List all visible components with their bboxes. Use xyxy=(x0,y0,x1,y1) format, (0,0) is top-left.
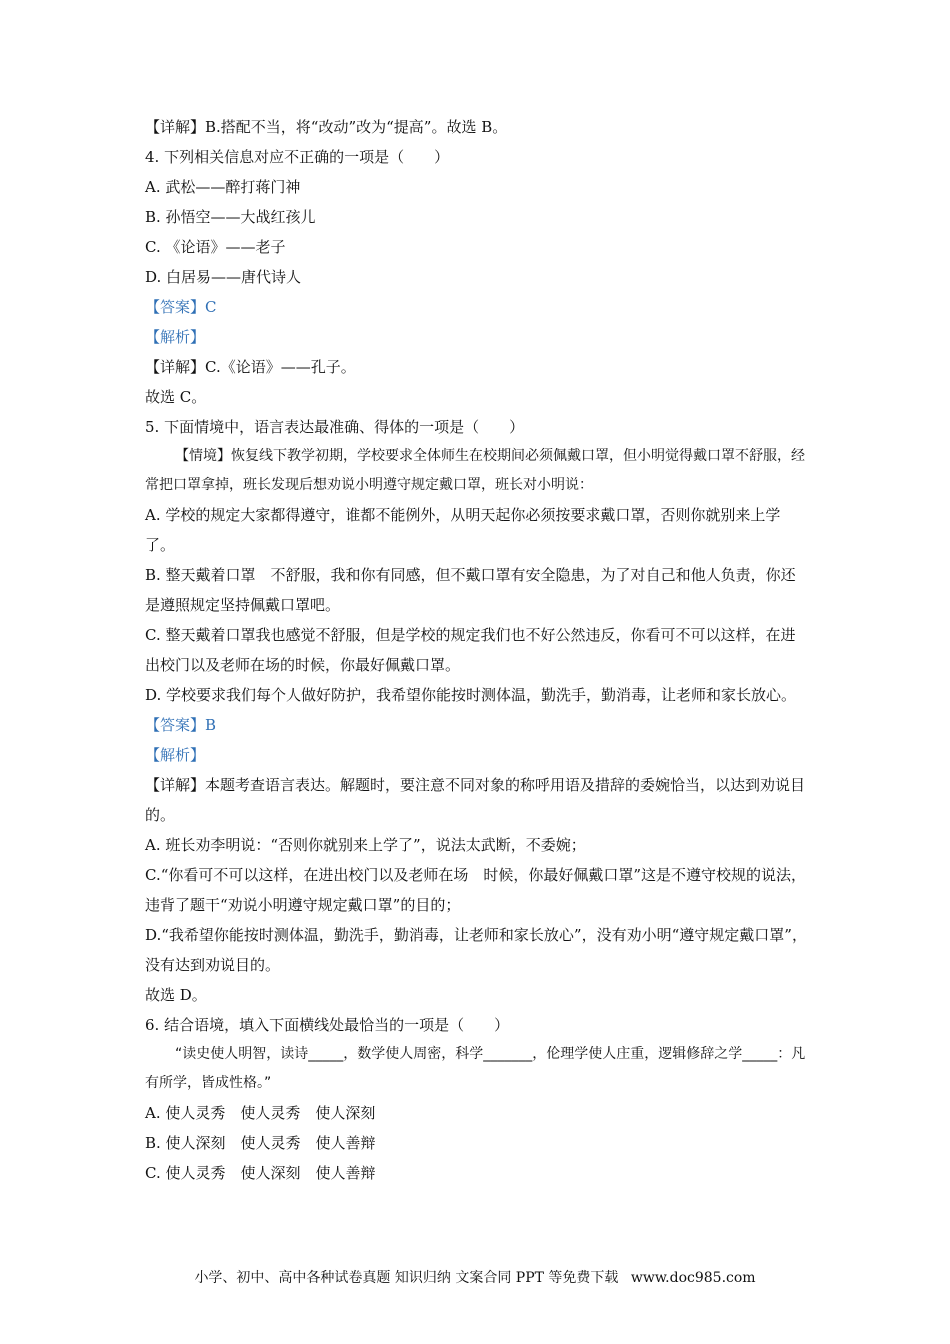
question-4-option-b: B. 孙悟空——大战红孩儿 xyxy=(145,208,316,226)
question-4-option-a: A. 武松——醉打蒋门神 xyxy=(145,178,301,196)
footer-site-link[interactable]: www.doc985.com xyxy=(630,1270,756,1286)
question-6-context: “读史使人明智，读诗_____，数学使人周密，科学_______，伦理学使人庄重，逻辑修辞之学_____：凡有所学，皆成性格。” xyxy=(145,1046,806,1091)
question-4-explanation: 【详解】C.《论语》——孔子。 xyxy=(145,358,356,376)
question-5-option-d: D. 学校要求我们每个人做好防护，我希望你能按时测体温，勤洗手，勤消毒，让老师和家长放心。 xyxy=(145,686,797,704)
question-5-analysis-label: 【解析】 xyxy=(145,746,206,764)
footer-text: 小学、初中、高中各种试卷真题 知识归纳 文案合同 PPT 等免费下载 xyxy=(194,1270,619,1286)
question-4-stem: 4. 下列相关信息对应不正确的一项是（ ） xyxy=(145,148,450,166)
question-5-answer: 【答案】B xyxy=(145,716,217,734)
question-5-explain-c: C.“你看可不可以这样，在进出校门以及老师在场 时候，你最好佩戴口罩”这是不遵守校规的说法，违背了题干“劝说小明遵守规定戴口罩”的目的； xyxy=(145,866,807,914)
question-5-option-a: A. 学校的规定大家都得遵守，谁都不能例外，从明天起你必须按要求戴口罩，否则你就别来上学了。 xyxy=(145,506,781,554)
question-6-option-a: A. 使人灵秀 使人灵秀 使人深刻 xyxy=(145,1104,376,1122)
page-footer xyxy=(0,1267,950,1287)
question-6-stem: 6. 结合语境，填入下面横线处最恰当的一项是（ ） xyxy=(145,1016,510,1034)
question-4-choice: 故选 C。 xyxy=(145,388,207,406)
question-5-context: 【情境】恢复线下教学初期，学校要求全体师生在校期间必须佩戴口罩，但小明觉得戴口罩不舒服，经常把口罩拿掉，班长发现后想劝说小明遵守规定戴口罩，班长对小明说： xyxy=(145,448,805,493)
document-body xyxy=(145,112,810,1188)
question-5-explanation: 【详解】本题考查语言表达。解题时，要注意不同对象的称呼用语及措辞的委婉恰当，以达到劝说目的。 xyxy=(145,776,806,824)
explanation-line: 【详解】B.搭配不当，将“改动”改为“提高”。故选 B。 xyxy=(145,118,508,136)
question-5-option-b: B. 整天戴着口罩 不舒服，我和你有同感，但不戴口罩有安全隐患，为了对自己和他人负责，你还是遵照规定坚持佩戴口罩吧。 xyxy=(145,566,796,614)
question-5-explain-a: A. 班长劝李明说：“否则你就别来上学了”，说法太武断，不委婉； xyxy=(145,836,586,854)
question-6-option-c: C. 使人灵秀 使人深刻 使人善辩 xyxy=(145,1164,376,1182)
question-4-answer: 【答案】C xyxy=(145,298,217,316)
question-5-explain-d: D.“我希望你能按时测体温，勤洗手，勤消毒，让老师和家长放心”，没有劝小明“遵守规定戴口罩”，没有达到劝说目的。 xyxy=(145,926,807,974)
question-5-choice: 故选 D。 xyxy=(145,986,207,1004)
question-5-stem: 5. 下面情境中，语言表达最准确、得体的一项是（ ） xyxy=(145,418,525,436)
question-4-option-d: D. 白居易——唐代诗人 xyxy=(145,268,302,286)
question-4-option-c: C. 《论语》——老子 xyxy=(145,238,286,256)
question-6-option-b: B. 使人深刻 使人灵秀 使人善辩 xyxy=(145,1134,376,1152)
question-5-option-c: C. 整天戴着口罩我也感觉不舒服，但是学校的规定我们也不好公然违反，你看可不可以这样，在进出校门以及老师在场的时候，你最好佩戴口罩。 xyxy=(145,626,796,674)
question-4-analysis-label: 【解析】 xyxy=(145,328,206,346)
